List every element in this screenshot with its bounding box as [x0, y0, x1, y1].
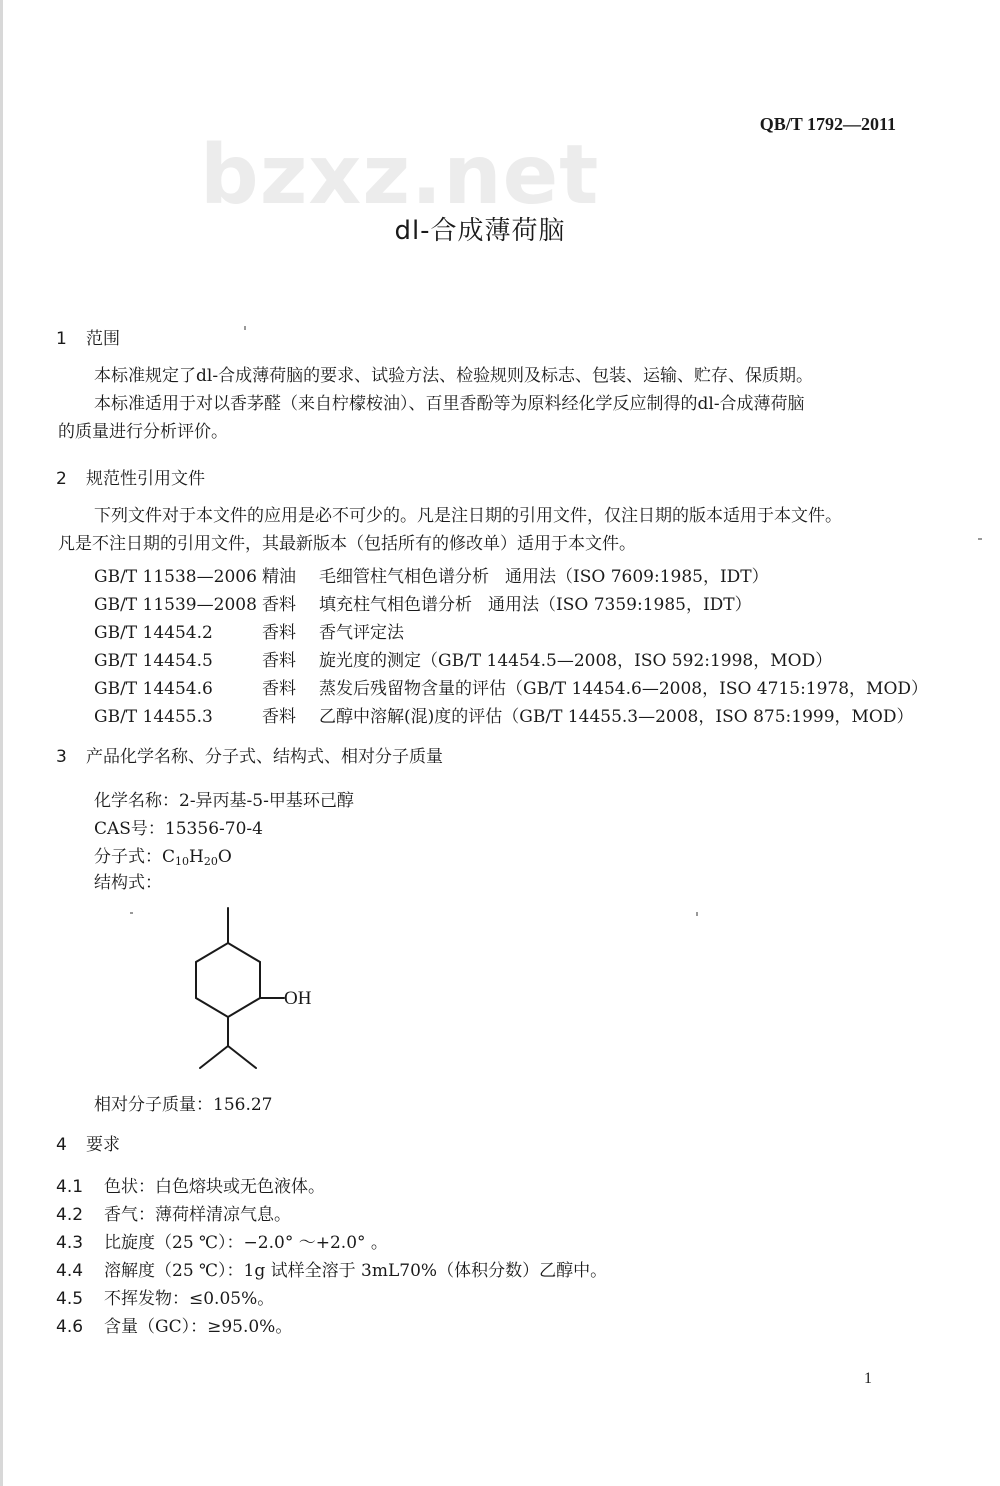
- reference-type: 香料: [262, 595, 296, 615]
- reference-title: 填充柱气相色谱分析: [319, 595, 472, 615]
- requirement-text: 含量（GC）：≥95.0%。: [104, 1317, 293, 1337]
- reference-extra: 通用法（ISO 7359:1985，IDT）: [488, 595, 752, 615]
- reference-item: [94, 590, 752, 615]
- section-title: 规范性引用文件: [86, 469, 205, 489]
- requirement-text: 溶解度（25 ℃）：1g 试样全溶于 3mL70%（体积分数）乙醇中。: [104, 1261, 608, 1281]
- chemical-name: 化学名称：2-异丙基-5-甲基环己醇: [94, 791, 354, 811]
- formula-c: C: [162, 847, 176, 867]
- section-number: 2: [56, 469, 67, 489]
- formula-c-count: 10: [175, 855, 190, 868]
- molecular-formula: [94, 842, 232, 868]
- reference-code: GB/T 11539—2008: [94, 595, 257, 615]
- watermark: bzxz.net: [200, 128, 600, 223]
- formula-h-count: 20: [203, 855, 218, 868]
- scan-speck: [130, 912, 133, 914]
- section-title: 要求: [86, 1135, 120, 1155]
- reference-type: 香料: [262, 707, 296, 727]
- section-number: 3: [56, 747, 67, 767]
- scan-speck: [978, 538, 982, 540]
- section-title: 范围: [86, 329, 120, 349]
- molecular-weight: 相对分子质量：156.27: [94, 1095, 273, 1115]
- requirement-item: [56, 1312, 292, 1337]
- paragraph: 本标准规定了dl-合成薄荷脑的要求、试验方法、检验规则及标志、包装、运输、贮存、保质期。: [94, 366, 814, 386]
- paragraph: 凡是不注日期的引用文件，其最新版本（包括所有的修改单）适用于本文件。: [58, 534, 636, 554]
- section-2-heading: [56, 464, 205, 489]
- section-1-heading: [56, 324, 120, 349]
- section-number: 1: [56, 329, 67, 349]
- structural-formula-diagram: [170, 900, 370, 1080]
- paragraph: 本标准适用于对以香茅醛（来自柠檬桉油）、百里香酚等为原料经化学反应制得的dl-合成薄荷脑: [94, 394, 805, 414]
- formula-label: 分子式：: [94, 847, 162, 867]
- hydroxyl-label: OH: [284, 988, 312, 1009]
- document-title: dl-合成薄荷脑: [394, 216, 566, 246]
- requirement-item: [56, 1228, 388, 1253]
- page-number: 1: [864, 1370, 872, 1387]
- reference-title: 旋光度的测定（GB/T 14454.5—2008，ISO 592:1998，MOD）: [319, 651, 833, 671]
- reference-code: GB/T 11538—2006: [94, 567, 257, 587]
- requirement-item: [56, 1172, 325, 1197]
- requirement-text: 比旋度（25 ℃）：−2.0° ～+2.0° 。: [104, 1233, 388, 1253]
- reference-code: GB/T 14454.6: [94, 679, 213, 699]
- cas-number: CAS号：15356-70-4: [94, 819, 263, 839]
- requirement-number: 4.5: [56, 1289, 84, 1309]
- requirement-number: 4.6: [56, 1317, 84, 1337]
- reference-item: [94, 674, 928, 699]
- reference-title: 香气评定法: [319, 623, 404, 643]
- standard-number: QB/T 1792—2011: [759, 114, 896, 134]
- paragraph: 的质量进行分析评价。: [58, 422, 228, 442]
- structure-label: 结构式：: [94, 873, 162, 893]
- reference-type: 香料: [262, 623, 296, 643]
- requirement-number: 4.3: [56, 1233, 84, 1253]
- section-title: 产品化学名称、分子式、结构式、相对分子质量: [86, 747, 443, 767]
- section-number: 4: [56, 1135, 67, 1155]
- scan-speck: [696, 912, 698, 916]
- section-4-heading: [56, 1130, 120, 1155]
- reference-title: 毛细管柱气相色谱分析: [319, 567, 489, 587]
- reference-item: [94, 562, 769, 587]
- section-3-heading: [56, 742, 443, 767]
- paragraph: 下列文件对于本文件的应用是必不可少的。凡是注日期的引用文件，仅注日期的版本适用于本文件。: [94, 506, 842, 526]
- requirement-item: [56, 1284, 274, 1309]
- reference-item: [94, 646, 832, 671]
- reference-title: 乙醇中溶解(混)度的评估（GB/T 14455.3—2008，ISO 875:1999，MOD）: [319, 707, 914, 727]
- reference-code: GB/T 14455.3: [94, 707, 213, 727]
- requirement-text: 色状：白色熔块或无色液体。: [104, 1177, 325, 1197]
- reference-code: GB/T 14454.2: [94, 623, 213, 643]
- requirement-text: 不挥发物：≤0.05%。: [104, 1289, 275, 1309]
- scan-speck: [244, 326, 246, 330]
- reference-extra: 通用法（ISO 7609:1985，IDT）: [505, 567, 769, 587]
- reference-type: 香料: [262, 651, 296, 671]
- requirement-item: [56, 1256, 607, 1281]
- formula-h: H: [189, 847, 204, 867]
- requirement-text: 香气：薄荷样清凉气息。: [104, 1205, 291, 1225]
- requirement-number: 4.1: [56, 1177, 84, 1197]
- reference-code: GB/T 14454.5: [94, 651, 213, 671]
- reference-type: 香料: [262, 679, 296, 699]
- requirement-number: 4.4: [56, 1261, 84, 1281]
- reference-item: [94, 618, 404, 643]
- requirement-item: [56, 1200, 291, 1225]
- requirement-number: 4.2: [56, 1205, 84, 1225]
- reference-type: 精油: [262, 567, 296, 587]
- formula-o: O: [217, 847, 232, 867]
- reference-title: 蒸发后残留物含量的评估（GB/T 14454.6—2008，ISO 4715:1978，MOD）: [319, 679, 929, 699]
- reference-item: [94, 702, 914, 727]
